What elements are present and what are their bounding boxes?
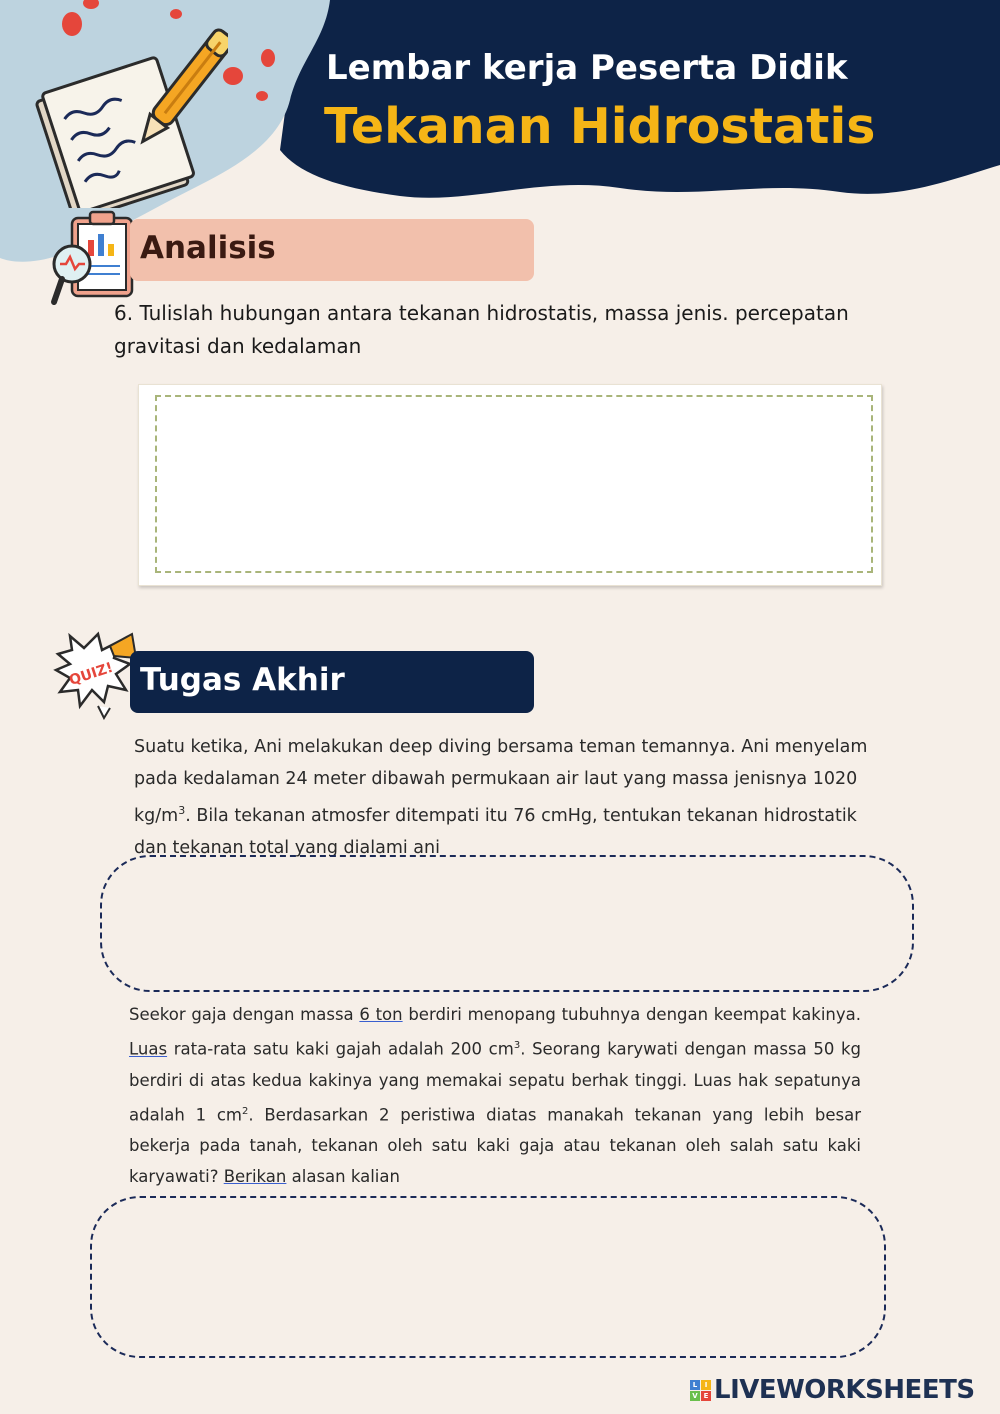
answer-box-question-6[interactable] bbox=[134, 380, 886, 590]
live-logo-icon: L I V E bbox=[690, 1380, 711, 1401]
notebook-pen-icon bbox=[28, 28, 228, 208]
liveworksheets-logo bbox=[690, 1374, 990, 1406]
answer-dashed-frame bbox=[155, 395, 873, 573]
quiz-text: QUIZ! bbox=[67, 659, 116, 689]
answer-box-problem-2[interactable] bbox=[90, 1196, 886, 1358]
worksheet-title: Tekanan Hidrostatis bbox=[324, 98, 876, 155]
brand-name: LIVEWORKSHEETS bbox=[714, 1375, 975, 1405]
section-header-analisis bbox=[130, 219, 534, 281]
problem-1-text: Suatu ketika, Ani melakukan deep diving bersama teman temannya. Ani menyelam pada kedalaman 24 meter dibawah permukaan air laut yang massa jenisnya 1020 $kg/m^3$. Bila tekanan atmosfer ditempati itu 76 cmHg, tentukan tekanan hidrostatik dan tekanan total yang dialami ani bbox=[134, 737, 868, 858]
answer-box-problem-1[interactable] bbox=[100, 855, 914, 992]
answer-paper[interactable] bbox=[138, 384, 882, 586]
section-header-tugas-akhir bbox=[130, 651, 534, 713]
section-title-analisis: Analisis bbox=[140, 230, 276, 266]
quiz-megaphone-icon bbox=[52, 628, 142, 720]
problem-2-text: Seekor gaja dengan massa 6 ton berdiri menopang tubuhnya dengan keempat kakinya. Luas rata-rata satu kaki gajah adalah 200 $cm^3$. Seorang karywati dengan massa 50 kg berdiri di atas kedua kakinya yang memakai sepatu berhak tinggi. Luas hak sepatunya adalah 1 $cm^2$. Berdasarkan 2 peristiwa diatas manakah tekanan yang lebih besar bekerja pada tanah, tekanan oleh satu kaki gaja atau tekanan oleh salah satu kaki karyawati? Berikan alasan kalian bbox=[129, 1005, 862, 1186]
worksheet-subtitle: Lembar kerja Peserta Didik bbox=[326, 48, 848, 88]
question-6: 6. Tulislah hubungan antara tekanan hidrostatis, massa jenis. percepatan gravitasi dan kedalaman bbox=[114, 301, 849, 358]
section-title-tugas-akhir: Tugas Akhir bbox=[140, 662, 345, 698]
